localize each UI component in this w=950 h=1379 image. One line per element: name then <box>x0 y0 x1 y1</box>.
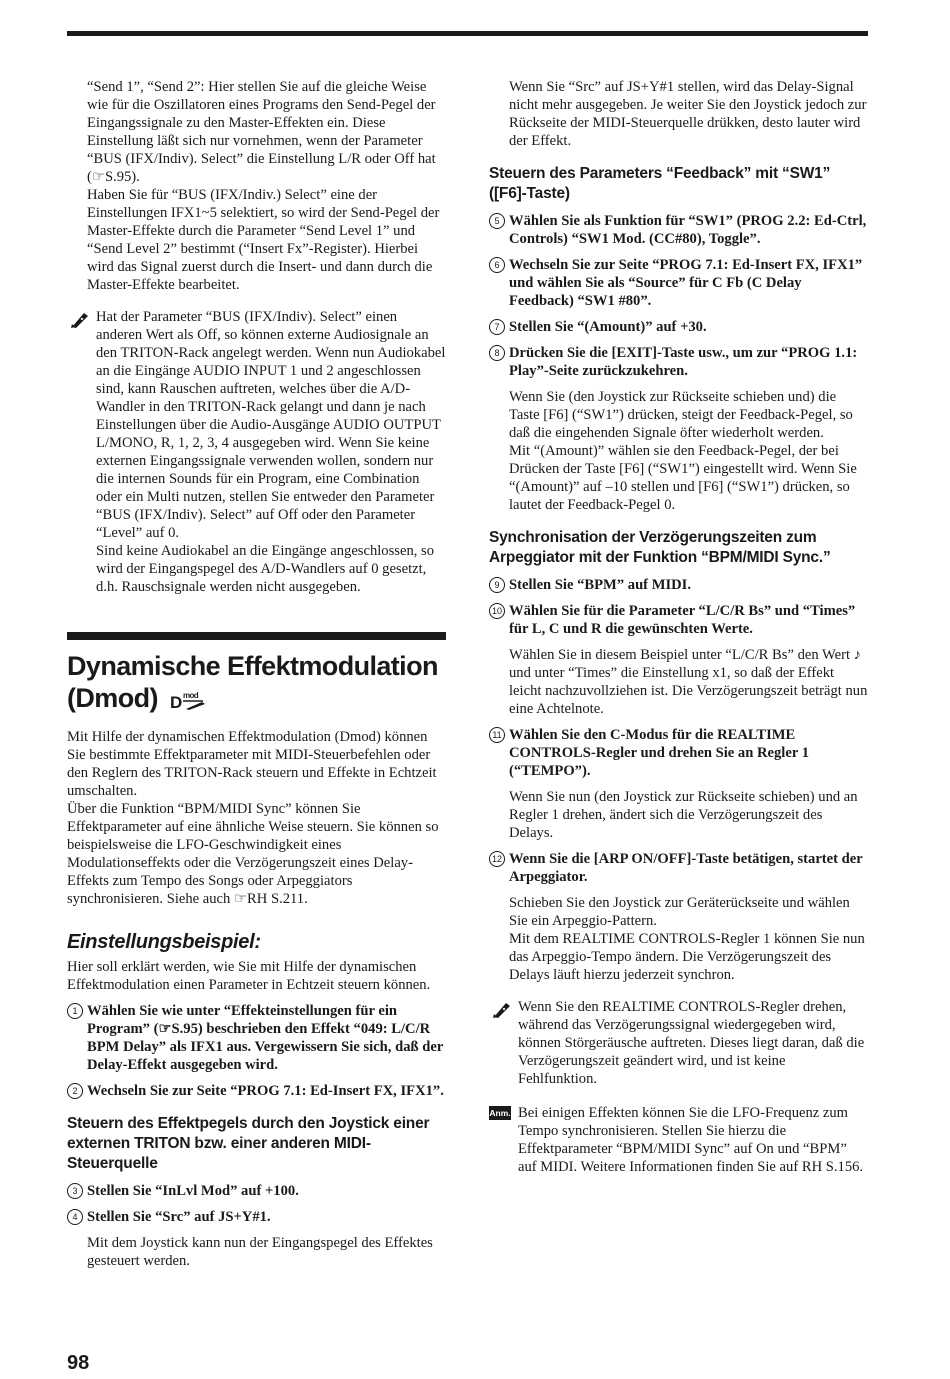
step-number: 9 <box>489 577 505 593</box>
step-number: 6 <box>489 257 505 273</box>
step-text: Stellen Sie “(Amount)” auf +30. <box>509 319 707 335</box>
step-2 <box>67 1082 446 1100</box>
step-text: Wählen Sie den C-Modus für die REALTIME CONTROLS-Regler und drehen Sie an Regler 1 (“TEMPO”). <box>509 727 809 779</box>
step-text: Wenn Sie die [ARP ON/OFF]-Taste betätigen, startet der Arpeggiator. <box>509 851 863 885</box>
step-4-body: Mit dem Joystick kann nun der Eingangspegel des Effektes gesteuert werden. <box>87 1235 433 1269</box>
step-9 <box>489 576 868 594</box>
step-number: 7 <box>489 319 505 335</box>
step-text: Stellen Sie “InLvl Mod” auf +100. <box>87 1183 299 1199</box>
note-text: Bei einigen Effekten können Sie die LFO-Frequenz zum Tempo synchronisieren. Stellen Sie hierzu die Effektparameter “BPM/MIDI Sync” auf On und “BPM” auf MIDI. Weitere Informationen finden Sie auf RH S.156. <box>518 1105 864 1175</box>
section-title <box>67 650 446 714</box>
step-number: 11 <box>489 727 505 743</box>
step-number: 8 <box>489 345 505 361</box>
step-number: 4 <box>67 1209 83 1225</box>
send-paragraph-1: “Send 1”, “Send 2”: Hier stellen Sie auf die gleiche Weise wie für die Oszillatoren eines Programs den Send-Pegel der Eingangssignale zu den Master-Effekten ein. Diese Einstellung läßt sich nur vornehmen, wenn der Parameter “BUS (IFX/Indiv). Select” die Einstellung L/R oder Off hat (☞S.95). <box>87 79 436 185</box>
step-number: 12 <box>489 851 505 867</box>
pencil-warning-icon <box>70 311 90 329</box>
note-block <box>489 1104 868 1176</box>
step-text: Wählen Sie für die Parameter “L/C/R Bs” und “Times” für L, C und R die gewünschten Werte. <box>509 603 856 637</box>
step-number: 2 <box>67 1083 83 1099</box>
subheading-sync: Synchronisation der Verzögerungszeiten zum Arpeggiator mit der Funktion “BPM/MIDI Sync.” <box>489 529 831 566</box>
step-number: 10 <box>489 603 505 619</box>
step-text: Drücken Sie die [EXIT]-Taste usw., um zur “PROG 1.1: Play”-Seite zurückzukehren. <box>509 345 858 379</box>
step-12-body-2: Mit dem REALTIME CONTROLS-Regler 1 können Sie nun das Arpeggio-Tempo ändern. Die Verzögerungszeit des Delays läuft hierzu jederzeit synchron. <box>509 931 865 983</box>
step-12-body-1: Schieben Sie den Joystick zur Geräterückseite und wählen Sie ein Arpeggio-Pattern. <box>509 895 850 929</box>
step-8-body-2: Mit “(Amount)” wählen sie den Feedback-Pegel, der bei Drücken der Taste [F6] (“SW1”) eingestellt wird. Wenn Sie “(Amount)” auf –10 stellen und [F6] (“SW1”) drücken, so lautet der Feedback-Pegel 0. <box>509 443 857 513</box>
warning-text-1: Hat der Parameter “BUS (IFX/Indiv). Select” einen anderen Wert als Off, so können externe Audiosignale an den TRITON-Rack angelegt werden. Wenn nun Audiokabel an die Eingänge AUDIO INPUT 1 und 2 angeschlossen sind, kann Rauschen auftreten, welches über die A/D-Wandler in den TRITON-Rack gelangt und dann je nach Einstellungen über die Audio-Ausgänge AUDIO OUTPUT L/MONO, R, 1, 2, 3, 4 ausgegeben wird. Wenn Sie keine externen Eingangssignale verwenden wollen, sondern nur die internen Sounds für ein Program, eine Combination oder ein Multi nutzen, stellen Sie entweder den Parameter “BUS (IFX/Indiv). Select” auf Off oder den Parameter “Level” auf 0. <box>96 309 446 541</box>
step-text: Wechseln Sie zur Seite “PROG 7.1: Ed-Insert FX, IFX1”. <box>87 1083 444 1099</box>
page-number: 98 <box>67 1352 90 1374</box>
step-number: 5 <box>489 213 505 229</box>
dmod-icon <box>169 688 217 712</box>
step-7 <box>489 318 868 336</box>
svg-text:mod: mod <box>182 690 198 700</box>
section-title-line1: Dynamische Effektmodulation <box>67 651 438 681</box>
send-paragraph <box>87 78 446 294</box>
step-8-body <box>509 388 868 514</box>
section-title-line2: (Dmod) <box>67 683 158 713</box>
step-text: Wählen Sie wie unter “Effekteinstellungen für ein Program” (☞S.95) beschrieben den Effekt “049: L/C/R BPM Delay” als IFX1 aus. Vergewissern Sie sich, daß der Delay-Effekt ausgegeben wird. <box>87 1003 444 1073</box>
send-paragraph-2: Haben Sie für “BUS (IFX/Indiv.) Select” eine der Einstellungen IFX1~5 selektiert, so wird der Send-Pegel der Master-Effekte durch die Parameter “Send Level 1” und “Send Level 2” bestimmt (“Insert Fx”-Register). Hierbei wird das Signal zuerst durch die Insert- und dann durch die Master-Effekte bearbeitet. <box>87 187 440 293</box>
warning-2-text: Wenn Sie den REALTIME CONTROLS-Regler drehen, während das Verzögerungssignal wiedergegeben wird, können Störgeräusche auftreten. Dieses liegt daran, daß die Verzögerungszeit geändert wird, und ist keine Fehlfunktion. <box>518 999 865 1087</box>
step-text: Stellen Sie “Src” auf JS+Y#1. <box>87 1209 271 1225</box>
step-1 <box>67 1002 446 1074</box>
step-number: 3 <box>67 1183 83 1199</box>
intro-paragraph-2: Über die Funktion “BPM/MIDI Sync” können Sie Effektparameter auf eine ähnliche Weise steuern. Sie können so beispielsweise die LFO-Geschwindigkeit eines Modulationseffekts oder die Verzögerungszeit eines Delay-Effekts zum Tempo des Songs oder Arpeggiators synchronisieren. Siehe auch ☞RH S.211. <box>67 801 439 907</box>
step-text: Wechseln Sie zur Seite “PROG 7.1: Ed-Insert FX, IFX1” und wählen Sie als “Source” für C Fb (C Delay Feedback) “SW1 #80”. <box>509 257 863 309</box>
warning-text-2: Sind keine Audiokabel an die Eingänge angeschlossen, so wird der Eingangspegel des A/D-Wandlers auf 0 gesetzt, d.h. Rauschsignale werden nicht ausgegeben. <box>96 543 435 595</box>
left-column <box>67 78 446 1276</box>
step-11-body: Wenn Sie nun (den Joystick zur Rückseite schieben) und an Regler 1 drehen, ändert sich die Verzögerungszeit des Delays. <box>509 789 858 841</box>
step-8-body-1: Wenn Sie (den Joystick zur Rückseite schieben und) die Taste [F6] (“SW1”) drücken, steigt der Feedback-Pegel, so daß die eingehenden Signale öfter wiederholt werden. <box>509 389 853 441</box>
step-8 <box>489 344 868 380</box>
example-heading: Einstellungsbeispiel: <box>67 931 261 953</box>
subheading-joystick: Steuern des Effektpegels durch den Joystick einer externen TRITON bzw. einer anderen MIDI-Steuerquelle <box>67 1115 430 1172</box>
step-text: Stellen Sie “BPM” auf MIDI. <box>509 577 692 593</box>
right-column <box>489 78 868 1176</box>
note-badge: Anm. <box>489 1108 511 1118</box>
step-11 <box>489 726 868 780</box>
warning-block-2 <box>489 998 868 1088</box>
continued-paragraph: Wenn Sie “Src” auf JS+Y#1 stellen, wird das Delay-Signal nicht mehr ausgegeben. Je weiter Sie den Joystick jedoch zur Rückseite der MIDI-Steuerquelle drükken, desto lauter wird der Effekt. <box>509 79 867 149</box>
step-10 <box>489 602 868 638</box>
step-number: 1 <box>67 1003 83 1019</box>
step-text: Wählen Sie als Funktion für “SW1” (PROG 2.2: Ed-Ctrl, Controls) “SW1 Mod. (CC#80), Toggle”. <box>509 213 867 247</box>
step-6 <box>489 256 868 310</box>
step-5 <box>489 212 868 248</box>
svg-text:D: D <box>169 692 182 712</box>
step-4 <box>67 1208 446 1226</box>
top-rule <box>67 31 868 36</box>
step-12-body <box>509 894 868 984</box>
intro-paragraph-1: Mit Hilfe der dynamischen Effektmodulation (Dmod) können Sie bestimmte Effektparameter mit MIDI-Steuerbefehlen oder den Reglern des TRITON-Rack steuern und Effekte in Echtzeit umschalten. <box>67 729 437 799</box>
step-10-body: Wählen Sie in diesem Beispiel unter “L/C/R Bs” den Wert ♪ und unter “Times” die Einstellung x1, so daß der Effekt leicht nachzuvollziehen ist. Die Verzögerungszeit beträgt nun eine Achtelnote. <box>509 647 868 717</box>
example-intro: Hier soll erklärt werden, wie Sie mit Hilfe der dynamischen Effektmodulation einen Parameter in Echtzeit steuern können. <box>67 959 431 993</box>
section-rule <box>67 632 446 640</box>
warning-block <box>67 308 446 596</box>
step-12 <box>489 850 868 886</box>
pencil-warning-icon <box>492 1001 512 1019</box>
step-3 <box>67 1182 446 1200</box>
subheading-feedback: Steuern des Parameters “Feedback” mit “SW1” ([F6]-Taste) <box>489 165 831 202</box>
